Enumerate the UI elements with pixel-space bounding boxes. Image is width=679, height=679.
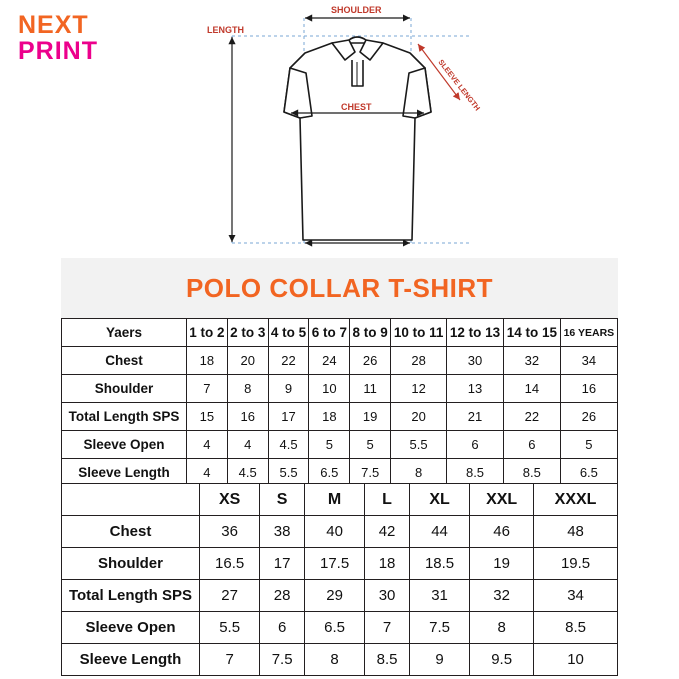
table-header-row	[62, 319, 618, 347]
table-header-row	[62, 484, 618, 516]
table-row	[62, 375, 618, 403]
cell: 30	[365, 580, 410, 612]
cell: 32	[503, 347, 560, 375]
chart-title-band	[61, 258, 618, 318]
cell: 26	[560, 403, 617, 431]
logo-line-print: PRINT	[18, 37, 98, 66]
tshirt-measurement-diagram	[0, 0, 679, 258]
cell: 4	[187, 459, 228, 487]
cell: 7.5	[409, 612, 469, 644]
cell: 48	[534, 516, 618, 548]
cell: 22	[503, 403, 560, 431]
col-header: Yaers	[62, 319, 187, 347]
adult-size-table-wrap	[61, 483, 618, 676]
cell: 17	[260, 548, 305, 580]
col-header: 1 to 2	[187, 319, 228, 347]
cell: 8	[304, 644, 364, 676]
cell: 19	[470, 548, 534, 580]
page-title: POLO COLLAR T-SHIRT	[185, 272, 494, 303]
cell: 9	[268, 375, 309, 403]
cell: 8.5	[503, 459, 560, 487]
cell: 17.5	[304, 548, 364, 580]
row-header: Sleeve Open	[62, 612, 200, 644]
cell: 16	[227, 403, 268, 431]
col-header: 2 to 3	[227, 319, 268, 347]
kids-size-table	[61, 318, 618, 487]
cell: 24	[309, 347, 350, 375]
cell: 32	[470, 580, 534, 612]
cell: 17	[268, 403, 309, 431]
row-header: Shoulder	[62, 375, 187, 403]
row-header: Chest	[62, 516, 200, 548]
cell: 8	[227, 375, 268, 403]
cell: 14	[503, 375, 560, 403]
svg-text:CHEST: CHEST	[341, 102, 372, 112]
cell: 10	[534, 644, 618, 676]
cell: 34	[534, 580, 618, 612]
cell: 8	[391, 459, 447, 487]
table-row	[62, 548, 618, 580]
cell: 31	[409, 580, 469, 612]
row-header: Total Length SPS	[62, 580, 200, 612]
cell: 7	[187, 375, 228, 403]
cell: 40	[304, 516, 364, 548]
cell: 16	[560, 375, 617, 403]
cell: 16.5	[200, 548, 260, 580]
col-header: XS	[200, 484, 260, 516]
cell: 8	[470, 612, 534, 644]
cell: 8.5	[447, 459, 504, 487]
cell: 38	[260, 516, 305, 548]
col-header: 12 to 13	[447, 319, 504, 347]
row-header: Sleeve Open	[62, 431, 187, 459]
cell: 22	[268, 347, 309, 375]
cell: 19	[350, 403, 391, 431]
col-header: 14 to 15	[503, 319, 560, 347]
cell: 18	[309, 403, 350, 431]
cell: 10	[309, 375, 350, 403]
col-header: XL	[409, 484, 469, 516]
cell: 18	[365, 548, 410, 580]
cell: 4	[187, 431, 228, 459]
cell: 15	[187, 403, 228, 431]
cell: 20	[227, 347, 268, 375]
adult-size-table	[61, 483, 618, 676]
svg-text:SHOULDER: SHOULDER	[331, 5, 382, 15]
col-header: 6 to 7	[309, 319, 350, 347]
cell: 34	[560, 347, 617, 375]
cell: 26	[350, 347, 391, 375]
row-header: Sleeve Length	[62, 459, 187, 487]
col-header: 8 to 9	[350, 319, 391, 347]
cell: 6.5	[560, 459, 617, 487]
cell: 27	[200, 580, 260, 612]
cell: 30	[447, 347, 504, 375]
cell: 12	[391, 375, 447, 403]
col-header: M	[304, 484, 364, 516]
row-header: Chest	[62, 347, 187, 375]
svg-text:LENGTH: LENGTH	[207, 25, 244, 35]
row-header: Shoulder	[62, 548, 200, 580]
cell: 5	[560, 431, 617, 459]
table-row	[62, 431, 618, 459]
cell: 9	[409, 644, 469, 676]
logo-line-next: NEXT	[18, 11, 89, 39]
col-header-blank	[62, 484, 200, 516]
col-header: 4 to 5	[268, 319, 309, 347]
cell: 7	[200, 644, 260, 676]
col-header: L	[365, 484, 410, 516]
cell: 4.5	[268, 431, 309, 459]
cell: 7.5	[350, 459, 391, 487]
cell: 7	[365, 612, 410, 644]
col-header: S	[260, 484, 305, 516]
cell: 29	[304, 580, 364, 612]
cell: 5	[309, 431, 350, 459]
svg-text:SLEEVE LENGTH: SLEEVE LENGTH	[436, 57, 483, 113]
kids-size-table-wrap	[61, 318, 618, 487]
cell: 13	[447, 375, 504, 403]
cell: 6.5	[304, 612, 364, 644]
table-row	[62, 580, 618, 612]
cell: 8.5	[534, 612, 618, 644]
cell: 5.5	[200, 612, 260, 644]
cell: 36	[200, 516, 260, 548]
cell: 21	[447, 403, 504, 431]
cell: 9.5	[470, 644, 534, 676]
row-header: Total Length SPS	[62, 403, 187, 431]
cell: 6	[503, 431, 560, 459]
table-row	[62, 516, 618, 548]
cell: 8.5	[365, 644, 410, 676]
cell: 20	[391, 403, 447, 431]
table-row	[62, 403, 618, 431]
cell: 18.5	[409, 548, 469, 580]
row-header: Sleeve Length	[62, 644, 200, 676]
cell: 4	[227, 431, 268, 459]
cell: 46	[470, 516, 534, 548]
col-header: 16 YEARS	[560, 319, 617, 347]
cell: 5.5	[268, 459, 309, 487]
cell: 42	[365, 516, 410, 548]
cell: 5	[350, 431, 391, 459]
cell: 18	[187, 347, 228, 375]
col-header: 10 to 11	[391, 319, 447, 347]
cell: 28	[260, 580, 305, 612]
cell: 6.5	[309, 459, 350, 487]
cell: 7.5	[260, 644, 305, 676]
cell: 4.5	[227, 459, 268, 487]
cell: 19.5	[534, 548, 618, 580]
cell: 44	[409, 516, 469, 548]
cell: 6	[260, 612, 305, 644]
table-row	[62, 644, 618, 676]
col-header: XXL	[470, 484, 534, 516]
cell: 28	[391, 347, 447, 375]
cell: 5.5	[391, 431, 447, 459]
cell: 6	[447, 431, 504, 459]
table-row	[62, 347, 618, 375]
cell: 11	[350, 375, 391, 403]
col-header: XXXL	[534, 484, 618, 516]
table-row	[62, 612, 618, 644]
